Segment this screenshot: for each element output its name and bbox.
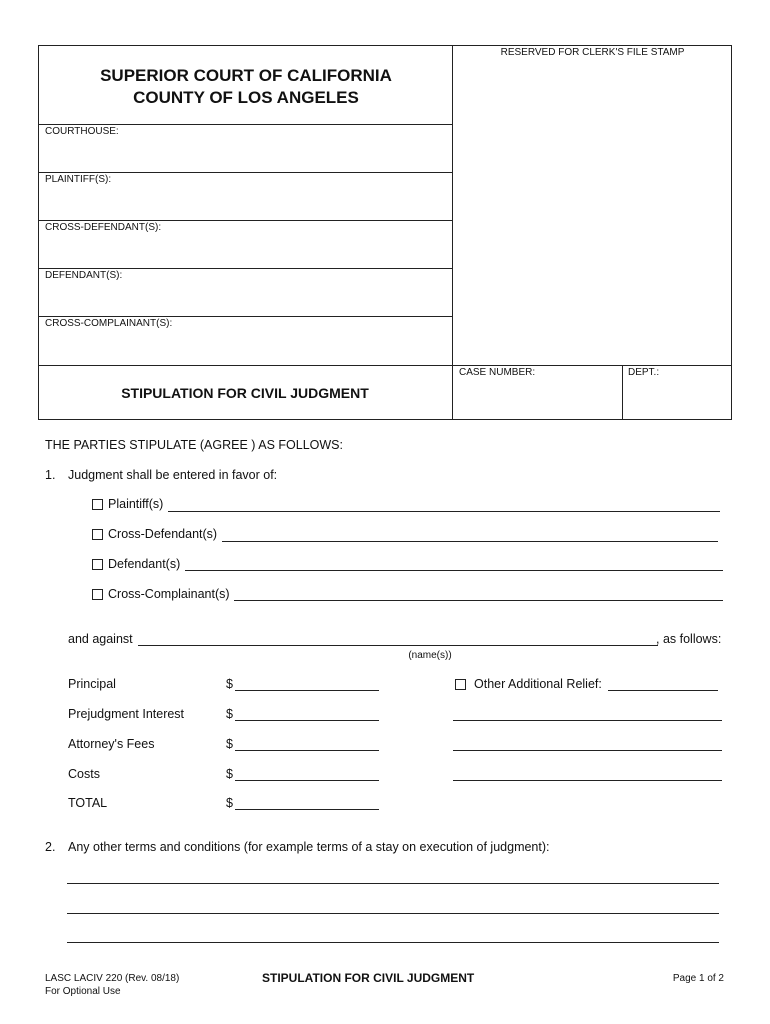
- plaintiffs-option-label: Plaintiff(s): [108, 497, 164, 511]
- clerk-stamp-area[interactable]: [455, 60, 730, 362]
- divider: [38, 172, 453, 173]
- cross-defendants-option-label: Cross-Defendant(s): [108, 527, 218, 541]
- other-terms-line-3[interactable]: [67, 942, 719, 943]
- courthouse-label: COURTHOUSE:: [45, 126, 119, 137]
- cross-defendants-field[interactable]: [42, 236, 448, 266]
- other-relief-line-4[interactable]: [453, 780, 722, 781]
- defendants-option-label: Defendant(s): [108, 557, 181, 571]
- case-number-field[interactable]: [456, 381, 618, 417]
- cross-defendants-name-line[interactable]: [222, 541, 718, 542]
- stipulation-intro: THE PARTIES STIPULATE (AGREE ) AS FOLLOWS:: [45, 438, 343, 452]
- against-names-line[interactable]: [138, 645, 658, 646]
- other-relief-label: Other Additional Relief:: [474, 677, 602, 691]
- total-currency: $: [226, 796, 233, 810]
- dept-label: DEPT.:: [628, 367, 660, 378]
- as-follows-label: , as follows:: [656, 632, 722, 646]
- footer-form-id: LASC LACIV 220 (Rev. 08/18): [45, 973, 180, 984]
- and-against-label: and against: [68, 632, 133, 646]
- cross-complainants-field[interactable]: [42, 332, 448, 362]
- divider: [38, 268, 453, 269]
- dept-divider: [622, 365, 623, 420]
- costs-label: Costs: [68, 767, 100, 781]
- plaintiffs-label: PLAINTIFF(S):: [45, 174, 112, 185]
- court-name-line1: SUPERIOR COURT OF CALIFORNIA: [100, 66, 392, 85]
- cross-complainants-label: CROSS-COMPLAINANT(S):: [45, 318, 173, 329]
- other-terms-line-1[interactable]: [67, 883, 719, 884]
- costs-amount-line[interactable]: [235, 780, 379, 781]
- defendants-checkbox[interactable]: [92, 559, 103, 570]
- cross-complainants-name-line[interactable]: [234, 600, 723, 601]
- defendants-label: DEFENDANT(S):: [45, 270, 123, 281]
- divider: [38, 365, 732, 366]
- item2-number: 2.: [45, 840, 56, 854]
- plaintiffs-field[interactable]: [42, 188, 448, 218]
- footer-title: STIPULATION FOR CIVIL JUDGMENT: [262, 971, 475, 985]
- defendants-name-line[interactable]: [185, 570, 723, 571]
- prejudgment-interest-label: Prejudgment Interest: [68, 707, 185, 721]
- principal-amount-line[interactable]: [235, 690, 379, 691]
- attorneys-fees-currency: $: [226, 737, 233, 751]
- court-name-line2: COUNTY OF LOS ANGELES: [133, 88, 359, 107]
- total-label: TOTAL: [68, 796, 108, 810]
- other-relief-line-3[interactable]: [453, 750, 722, 751]
- item1-number: 1.: [45, 468, 56, 482]
- cross-defendants-checkbox[interactable]: [92, 529, 103, 540]
- divider: [38, 316, 453, 317]
- names-caption: (name(s)): [408, 650, 452, 661]
- principal-currency: $: [226, 677, 233, 691]
- dept-field[interactable]: [625, 381, 729, 417]
- other-relief-checkbox[interactable]: [455, 679, 466, 690]
- item1-text: Judgment shall be entered in favor of:: [68, 468, 278, 482]
- clerk-stamp-label: RESERVED FOR CLERK'S FILE STAMP: [500, 47, 685, 58]
- plaintiffs-name-line[interactable]: [168, 511, 720, 512]
- principal-label: Principal: [68, 677, 116, 691]
- item2-text: Any other terms and conditions (for example terms of a stay on execution of judgment):: [68, 840, 550, 854]
- prejudgment-interest-amount-line[interactable]: [235, 720, 379, 721]
- divider: [38, 220, 453, 221]
- cross-complainants-checkbox[interactable]: [92, 589, 103, 600]
- footer-optional-use: For Optional Use: [45, 986, 121, 997]
- cross-defendants-label: CROSS-DEFENDANT(S):: [45, 222, 162, 233]
- form-title: STIPULATION FOR CIVIL JUDGMENT: [121, 385, 369, 401]
- costs-currency: $: [226, 767, 233, 781]
- other-relief-line-2[interactable]: [453, 720, 722, 721]
- defendants-field[interactable]: [42, 284, 448, 314]
- attorneys-fees-label: Attorney's Fees: [68, 737, 155, 751]
- cross-complainants-option-label: Cross-Complainant(s): [108, 587, 230, 601]
- footer-page-number: Page 1 of 2: [672, 973, 724, 984]
- other-relief-line-1[interactable]: [608, 690, 718, 691]
- case-number-label: CASE NUMBER:: [459, 367, 536, 378]
- prejudgment-interest-currency: $: [226, 707, 233, 721]
- caption-vertical-divider: [452, 45, 453, 420]
- divider: [38, 124, 453, 125]
- other-terms-line-2[interactable]: [67, 913, 719, 914]
- plaintiffs-checkbox[interactable]: [92, 499, 103, 510]
- attorneys-fees-amount-line[interactable]: [235, 750, 379, 751]
- courthouse-field[interactable]: [42, 140, 448, 170]
- total-amount-line[interactable]: [235, 809, 379, 810]
